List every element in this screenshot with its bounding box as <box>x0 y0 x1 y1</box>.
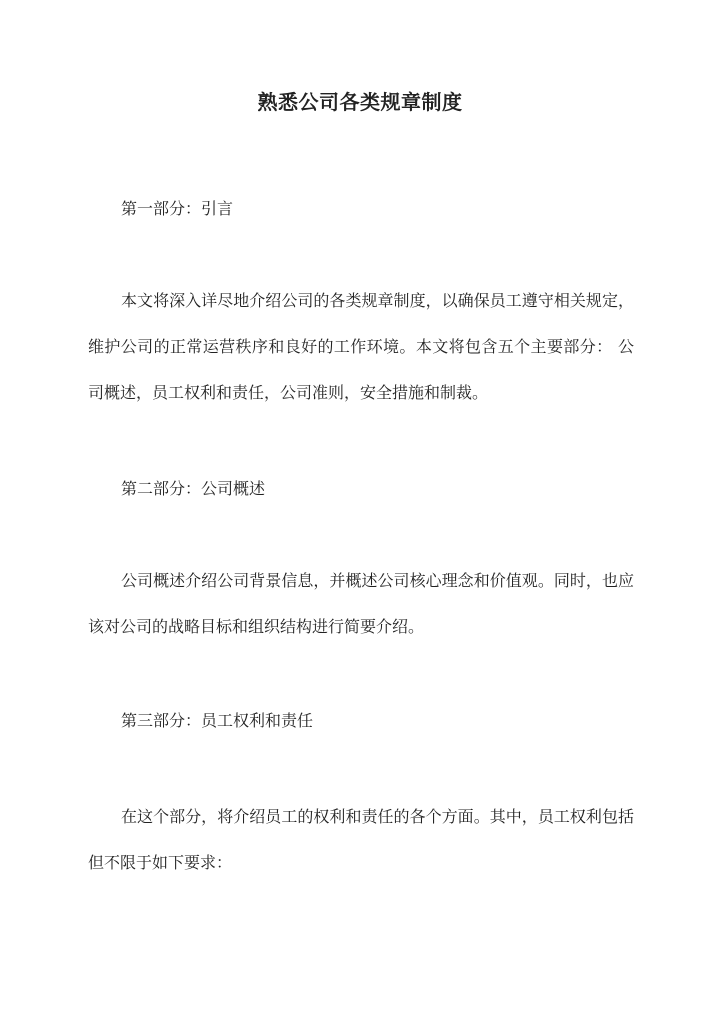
section-paragraph-intro: 本文将深入详尽地介绍公司的各类规章制度，以确保员工遵守相关规定，维护公司的正常运营秩序和良好的工作环境。本文将包含五个主要部分： 公司概述，员工权利和责任，公司准则，安全措施和制裁。 <box>88 291 634 402</box>
section-heading-employee-rights: 第三部分：员工权利和责任 <box>121 711 314 730</box>
section-heading-intro: 第一部分：引言 <box>121 199 234 218</box>
section-paragraph-employee-rights: 在这个部分，将介绍员工的权利和责任的各个方面。其中，员工权利包括但不限于如下要求： <box>88 807 634 872</box>
section-paragraph-company-overview: 公司概述介绍公司背景信息，并概述公司核心理念和价值观。同时，也应该对公司的战略目标和组织结构进行简要介绍。 <box>88 571 634 636</box>
section-heading-company-overview: 第二部分：公司概述 <box>121 479 266 498</box>
document-title: 熟悉公司各类规章制度 <box>257 90 463 114</box>
